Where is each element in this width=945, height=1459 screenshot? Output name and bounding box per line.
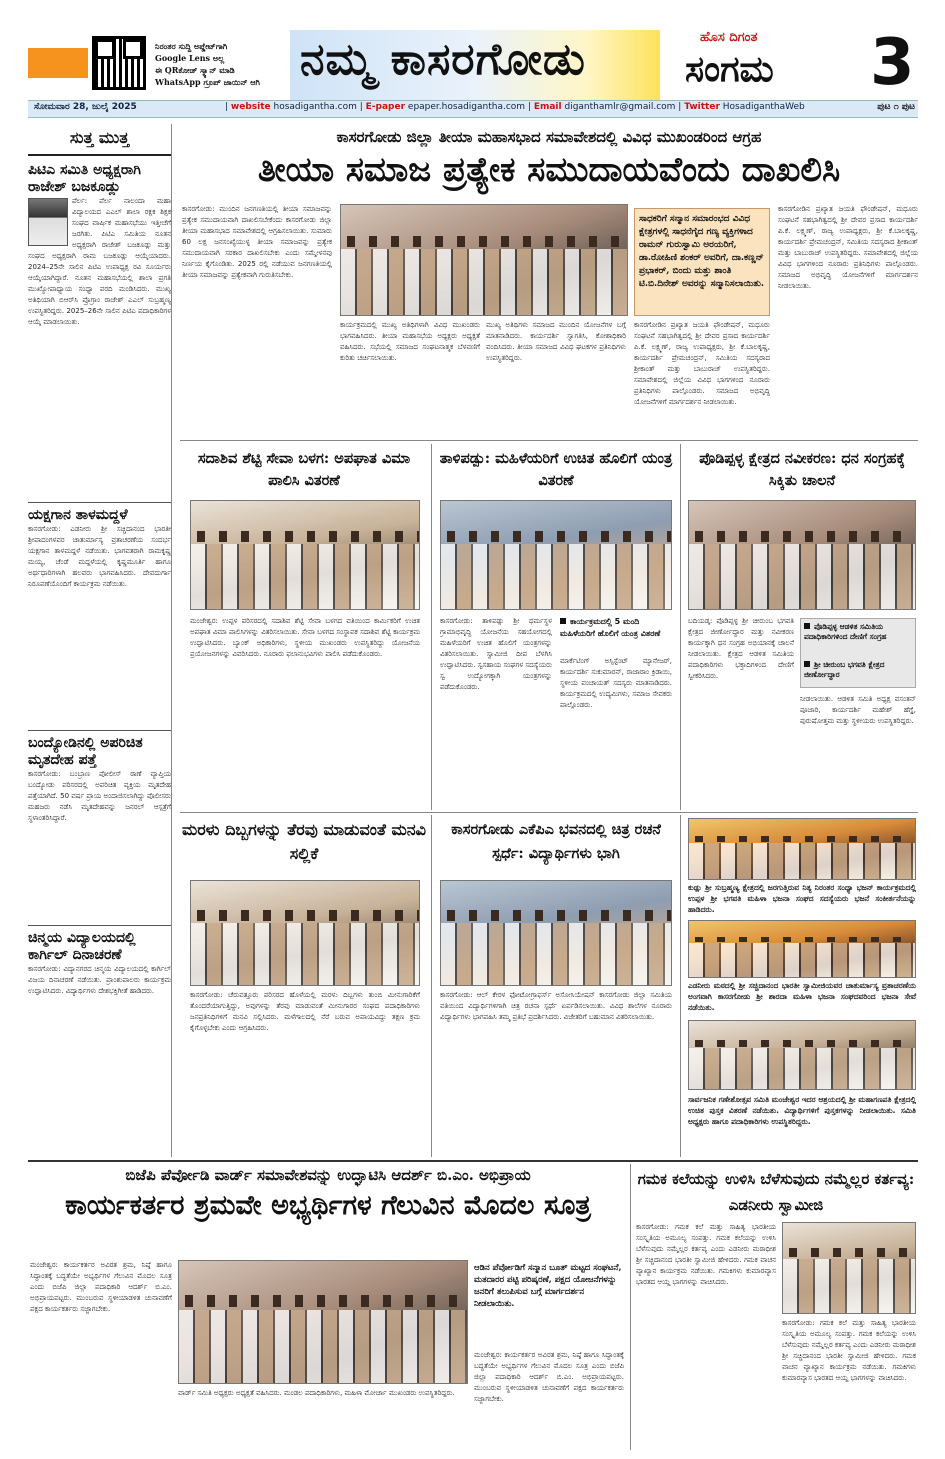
story-photo	[440, 880, 672, 986]
photo-caption: ಎಡನೀರು ಮಠದಲ್ಲಿ ಶ್ರೀ ಸಚ್ಚಿದಾನಂದ ಭಾರತೀ ಸ್ವಾಮೀಜಿಯವರ ಚಾತುರ್ಮಾಸ್ಯ ವ್ರತಾಚರಣೆಯ ಅಂಗವಾಗಿ ಕಾಸರಗೋಡು ಶ್ರೀ ಶಾರದಾ ಮಹಿಳಾ ಭಜನಾ ಸಂಘದವರಿಂದ ಭಜನಾ ಸೇವೆ ನಡೆಯಿತು.	[688, 981, 916, 1012]
story-bullet: ಶ್ರೀ ಚೀರುಂಬ ಭಗವತಿ ಕ್ಷೇತ್ರದ ಜೀರ್ಣೋದ್ಧಾರ	[804, 660, 885, 679]
story-body: ಮಂಜೇಶ್ವರ: ಉಪ್ಪಳ ಪರಿಸರದಲ್ಲಿ ಸದಾಶಿವ ಶೆಟ್ಟಿ ಸೇವಾ ಬಳಗದ ವತಿಯಿಂದ ಕಾರ್ಮಿಕರಿಗೆ ಉಚಿತ ಅಪಘಾತ ವಿಮಾ ಪಾಲಿಸಿಗಳನ್ನು ವಿತರಿಸಲಾಯಿತು. ಸೇವಾ ಬಳಗದ ಸಂಸ್ಥಾಪಕ ಸದಾಶಿವ ಶೆಟ್ಟಿ ಕಾರ್ಯಕ್ರಮ ಉದ್ಘಾಟಿಸಿದರು. ಬ್ಯಾಂಕ್ ಅಧಿಕಾರಿಗಳು, ಸ್ಥಳೀಯ ಮುಖಂಡರು ಉಪಸ್ಥಿತರಿದ್ದು ಯೋಜನೆಯ ಪ್ರಯೋಜನಗಳನ್ನು ವಿವರಿಸಿದರು. ನೂರಾರು ಫಲಾನುಭವಿಗಳು ಪಾಲಿಸಿ ಪಡೆದುಕೊಂಡರು.	[190, 617, 420, 658]
story-body: ಮಂಜೇಶ್ವರ: ಕಾರ್ಯಕರ್ತರ ಅವಿರತ ಶ್ರಮ, ನಿಷ್ಠೆ ಹಾಗೂ ಸಿದ್ಧಾಂತಕ್ಕೆ ಬದ್ಧತೆಯೇ ಅಭ್ಯರ್ಥಿಗಳ ಗೆಲುವಿನ ಮೊದಲ ಸೂತ್ರ ಎಂದು ಬಿಜೆಪಿ ಜಿಲ್ಲಾ ಪದಾಧಿಕಾರಿ ಆದರ್ಶ್ ಬಿ.ಎಂ. ಅಭಿಪ್ರಾಯಪಟ್ಟರು. ಮುಂಬರುವ ಸ್ಥಳೀಯಾಡಳಿತ ಚುನಾವಣೆಗೆ ಪಕ್ಷದ ಕಾರ್ಯಕರ್ತರು ಸಜ್ಜಾಗಬೇಕು.	[474, 1351, 624, 1403]
photo-caption: ಕುಡ್ಲು ಶ್ರೀ ಸುಬ್ರಹ್ಮಣ್ಯ ಕ್ಷೇತ್ರದಲ್ಲಿ ಜರಗುತ್ತಿರುವ ನಿತ್ಯ ನಿರಂತರ ಸಂಧ್ಯಾ ಭಜನ್ ಕಾರ್ಯಕ್ರಮದಲ್ಲಿ ಉಪ್ಪಳ ಶ್ರೀ ಭಗವತಿ ಮಹಿಳಾ ಭಜನಾ ಸಂಘದ ಸದಸ್ಯೆಯರು ಭಜನೆ ಸಂಕೀರ್ತನೆಯನ್ನು ಹಾಡಿದರು.	[688, 883, 916, 914]
story-body: ನೀಡಲಾಯಿತು. ಆಡಳಿತ ಸಮಿತಿ ಅಧ್ಯಕ್ಷ ವಸಂತನ್ ಪೂಜಾರಿ, ಕಾರ್ಯದರ್ಶಿ ಮಹೇಶ್ ಹೆಗ್ಡೆ, ಪುರುಷೋತ್ತಮ ಮತ್ತು ಸ್ಥಳೀಯರು ಉಪಸ್ಥಿತರಿದ್ದರು.	[800, 695, 916, 725]
page-label: ಪುಟ ೧ ಪುಟ	[877, 102, 915, 112]
story-body: ಕಾಸರಗೋಡು: ತಾಳಿಪಡ್ಪು ಶ್ರೀ ಧರ್ಮಸ್ಥಳ ಗ್ರಾಮಾಭಿವೃದ್ಧಿ ಯೋಜನೆಯ ಸಹಯೋಗದಲ್ಲಿ ಮಹಿಳೆಯರಿಗೆ ಉಚಿತ ಹೊಲಿಗೆ ಯಂತ್ರಗಳನ್ನು ವಿತರಿಸಲಾಯಿತು. ಸ್ವಾಮೀಜಿ ದೀಪ ಬೆಳಗಿಸಿ ಉದ್ಘಾಟಿಸಿದರು. ಸ್ವಸಹಾಯ ಸಂಘಗಳ ಸದಸ್ಯೆಯರು ಸ್ವ ಉದ್ಯೋಗಕ್ಕಾಗಿ ಯಂತ್ರಗಳನ್ನು ಪಡೆದುಕೊಂಡರು.	[440, 617, 552, 691]
divider	[180, 440, 918, 441]
story-headline[interactable]: ಯಕ್ಷಗಾನ ತಾಳಮದ್ದಳೆ	[28, 502, 171, 524]
story-body: ಪೆರ್ಲ: ಪೆರ್ಲ ನಾಲಂದಾ ಮಹಾ ವಿದ್ಯಾಲಯದ ಎಎಲ್ ಶಾಲಾ ರಕ್ಷಕ ಶಿಕ್ಷಕ ಸಂಘದ ವಾರ್ಷಿಕ ಮಹಾಸಭೆಯು ಇತ್ತೀಚೆಗೆ ಜರಗಿತು. ಪಿಟಿಎ ಸಮಿತಿಯ ನೂತನ ಅಧ್ಯಕ್ಷರಾಗಿ ರಾಜೇಶ್ ಬಜಕೂಡ್ಲು ಮತ್ತು ಸಂಘದ ಅಧ್ಯಕ್ಷರಾಗಿ ರಾಮ ಬಜಕೂಡ್ಲು ಆಯ್ಕೆಯಾದರು. 2024–25ನೇ ಸಾಲಿನ ಪಿಟಿಎ ಉಪಾಧ್ಯಕ್ಷ ರವಿ ಸೂರ್ಯರು ಆಯ್ಕೆಯಾಗಿದ್ದಾರೆ. ನೂತನ ಮಹಾಸಭೆಯಲ್ಲಿ ಶಾಲಾ ಪ್ರಗತಿ ಮುಖ್ಯೋಪಾಧ್ಯಾಯ ಸಂಧ್ಯಾ ವರದಿ ಮಂಡಿಸಿದರು. ಮುಖ್ಯ ಅತಿಥಿಯಾಗಿ ಬಿಆರ್‌ಸಿ ಪ್ರೊಗ್ರಾಂ ರಾಜೇಶ್ ಎಎಲ್ ಸುಬ್ರಹ್ಮಣ್ಯ ಉಪಸ್ಥಿತರಿದ್ದರು. 2025–26ನೇ ಸಾಲಿನ ಪಿಟಿಎ ಪದಾಧಿಕಾರಿಗಳ ಆಯ್ಕೆ ಮಾಡಲಾಯಿತು.	[28, 197, 171, 326]
divider	[680, 815, 681, 1157]
divider	[431, 815, 432, 1157]
story-headline[interactable]: ಸದಾಶಿವ ಶೆಟ್ಟಿ ಸೇವಾ ಬಳಗ: ಅಪಘಾತ ವಿಮಾ ಪಾಲಿಸಿ ವಿತರಣೆ	[197, 450, 411, 489]
contact-links: | website hosadigantha.com | E-paper epaper.hosadigantha.com | Email diganthamlr@gmail.com | Twitter HosadiganthaWeb	[225, 102, 805, 112]
lead-body: ಕಾಸರಗೋಡು: ಮುಂದಿನ ಜನಗಣತಿಯಲ್ಲಿ ತೀಯಾ ಸಮಾಜವನ್ನು ಪ್ರತ್ಯೇಕ ಸಮುದಾಯವಾಗಿ ದಾಖಲಿಸಬೇಕೆಂದು ಕಾಸರಗೋಡು ಜಿಲ್ಲಾ ತೀಯಾ ಮಹಾಸಭಾದ ಸಮಾವೇಶದಲ್ಲಿ ಆಗ್ರಹಿಸಲಾಯಿತು. ಸುಮಾರು 60 ಲಕ್ಷ ಜನಸಂಖ್ಯೆಯುಳ್ಳ ತೀಯಾ ಸಮಾಜವನ್ನು ಪ್ರತ್ಯೇಕ ಸಮುದಾಯವಾಗಿ ಸರಕಾರ ದಾಖಲಿಸಬೇಕು ಎಂದು ಸಮ್ಮೇಳನವು ನಿರ್ಣಯ ಕೈಗೊಂಡಿತು. 2025 ರಲ್ಲಿ ನಡೆಯುವ ಜನಗಣತಿಯಲ್ಲಿ ತೀಯಾ ಸಮಾಜವನ್ನು ಪ್ರತ್ಯೇಕವಾಗಿ ಗುರುತಿಸಬೇಕು.	[182, 205, 332, 279]
story-headline[interactable]: ಚಿನ್ಮಯ ವಿದ್ಯಾಲಯದಲ್ಲಿ ಕಾರ್ಗಿಲ್ ದಿನಾಚರಣೆ	[28, 925, 171, 964]
story-photo	[782, 1222, 916, 1314]
story-headline[interactable]: ಮರಳು ದಿಬ್ಬಗಳನ್ನು ತೆರವು ಮಾಡುವಂತೆ ಮನವಿ ಸಲ್ಲಿಕೆ	[182, 820, 426, 863]
lead-body: ಮುಖ್ಯ ಅತಿಥಿಗಳು ಸಮಾಜದ ಮುಂದಿನ ಯೋಜನೆಗಳ ಬಗ್ಗೆ ಮಾತನಾಡಿದರು. ಕಾರ್ಯದರ್ಶಿ ಸ್ವಾಗತಿಸಿ, ಕೋಶಾಧಿಕಾರಿ ವಂದಿಸಿದರು. ತೀಯಾ ಸಮಾಜದ ವಿವಿಧ ಘಟಕಗಳ ಪ್ರತಿನಿಧಿಗಳು ಉಪಸ್ಥಿತರಿದ್ದರು.	[486, 321, 626, 362]
story-headline[interactable]: ಬಂದ್ಯೋಡಿನಲ್ಲಿ ಅಪರಿಚಿತ ಮೃತದೇಹ ಪತ್ತೆ	[28, 730, 171, 769]
qr-code[interactable]	[92, 36, 146, 90]
masthead-accent-bar	[28, 48, 88, 78]
story-headline[interactable]: ಕಾರ್ಯಕರ್ತರ ಶ್ರಮವೇ ಅಭ್ಯರ್ಥಿಗಳ ಗೆಲುವಿನ ಮೊದಲ ಸೂತ್ರ	[65, 1190, 591, 1221]
lead-headline[interactable]: ತೀಯಾ ಸಮಾಜ ಪ್ರತ್ಯೇಕ ಸಮುದಾಯವೆಂದು ದಾಖಲಿಸಿ	[257, 150, 841, 190]
divider	[28, 1160, 918, 1162]
story-body: ಕಾಸರಗೋಡು: ಗಮಕ ಕಲೆ ಮತ್ತು ಸಾಹಿತ್ಯ ಭಾರತೀಯ ಸಂಸ್ಕೃತಿಯ ಅಮೂಲ್ಯ ಸಂಪತ್ತು. ಗಮಕ ಕಲೆಯನ್ನು ಉಳಿಸಿ ಬೆಳೆಸುವುದು ನಮ್ಮೆಲ್ಲರ ಕರ್ತವ್ಯ ಎಂದು ಎಡನೀರು ಮಠಾಧೀಶ ಶ್ರೀ ಸಚ್ಚಿದಾನಂದ ಭಾರತೀ ಸ್ವಾಮೀಜಿ ಹೇಳಿದರು. ಗಮಕ ವಾಚನ ವ್ಯಾಖ್ಯಾನ ಕಾರ್ಯಕ್ರಮ ನಡೆಯಿತು. ಗಮಕಿಗಳು ಕುಮಾರವ್ಯಾಸ ಭಾರತದ ಆಯ್ದ ಭಾಗಗಳನ್ನು ವಾಚಿಸಿದರು.	[636, 1223, 776, 1286]
lead-body: ಕಾಸರಗೋಡಿನ ಪ್ರಖ್ಯಾತ ಜಯತಿ ಫೌಂಡೇಷನ್, ಮಧೂರು ಸಂಘಟನೆ ಸಹಭಾಗಿತ್ವದಲ್ಲಿ ಶ್ರೀ ದೇವರ ಪ್ರಸಾದ ಕಾರ್ಯದರ್ಶಿ ಪಿ.ಕೆ. ಲಕ್ಷ್ಮಣ್, ರಾಜ್ಯ ಉಪಾಧ್ಯಕ್ಷರು, ಶ್ರೀ ಕೆ.ಬಾಲಕೃಷ್ಣ, ಕಾರ್ಯದರ್ಶಿ ಪ್ರೇಮಚಂದ್ರನ್, ಸಮಿತಿಯ ಸದಸ್ಯರಾದ ಶ್ರೀಕಾಂತ್ ಮತ್ತು ಬಾಬುರಾಜ್ ಉಪಸ್ಥಿತರಿದ್ದರು. ಸಮಾವೇಶದಲ್ಲಿ ಜಿಲ್ಲೆಯ ವಿವಿಧ ಭಾಗಗಳಿಂದ ನೂರಾರು ಪ್ರತಿನಿಧಿಗಳು ಪಾಲ್ಗೊಂಡರು. ಸಮಾಜದ ಅಭಿವೃದ್ಧಿ ಯೋಜನೆಗಳಿಗೆ ಮಾರ್ಗದರ್ಶನ ನೀಡಲಾಯಿತು.	[778, 205, 918, 290]
qr-caption-line: WhatsApp ಗ್ರೂಪ್ ಜಾಯಿನ್ ಆಗಿ	[155, 77, 260, 87]
story-body: ಮಂಜೇಶ್ವರ: ಕಾರ್ಯಕರ್ತರ ಅವಿರತ ಶ್ರಮ, ನಿಷ್ಠೆ ಹಾಗೂ ಸಿದ್ಧಾಂತಕ್ಕೆ ಬದ್ಧತೆಯೇ ಅಭ್ಯರ್ಥಿಗಳ ಗೆಲುವಿನ ಮೊದಲ ಸೂತ್ರ ಎಂದು ಬಿಜೆಪಿ ಜಿಲ್ಲಾ ಪದಾಧಿಕಾರಿ ಆದರ್ಶ್ ಬಿ.ಎಂ. ಅಭಿಪ್ರಾಯಪಟ್ಟರು. ಮುಂಬರುವ ಸ್ಥಳೀಯಾಡಳಿತ ಚುನಾವಣೆಗೆ ಪಕ್ಷದ ಕಾರ್ಯಕರ್ತರು ಸಜ್ಜಾಗಬೇಕು.	[30, 1261, 172, 1313]
twitter-label: Twitter	[684, 102, 720, 112]
story-headline[interactable]: ಕಾಸರಗೋಡು ಎಕೆಪಿಎ ಭವನದಲ್ಲಿ ಚಿತ್ರ ರಚನೆ ಸ್ಪರ್ಧೆ: ವಿದ್ಯಾರ್ಥಿಗಳು ಭಾಗಿ	[451, 821, 661, 862]
supplement-title: ಸಂಗಮ	[685, 48, 774, 90]
story-headline[interactable]: ಪಿಟಿಎ ಸಮಿತಿ ಅಧ್ಯಕ್ಷರಾಗಿ ರಾಜೇಶ್ ಬಜಕೂಡ್ಲು	[28, 162, 141, 195]
lead-body: ಕಾರ್ಯಕ್ರಮದಲ್ಲಿ ಮುಖ್ಯ ಅತಿಥಿಗಳಾಗಿ ವಿವಿಧ ಮುಖಂಡರು ಭಾಗವಹಿಸಿದರು. ತೀಯಾ ಮಹಾಸಭೆಯ ಅಧ್ಯಕ್ಷರು ಅಧ್ಯಕ್ಷತೆ ವಹಿಸಿದರು. ಸಭೆಯಲ್ಲಿ ಸಮಾಜದ ಸಂಘಟನಾತ್ಮಕ ಬೆಳವಣಿಗೆ ಕುರಿತು ಚರ್ಚಿಸಲಾಯಿತು.	[340, 321, 480, 362]
story-body: ಬದಿಯಡ್ಕ: ಪೊಡಿಪ್ಪಳ್ಳ ಶ್ರೀ ಚೀರುಂಬ ಭಗವತಿ ಕ್ಷೇತ್ರದ ಜೀರ್ಣೋದ್ಧಾರ ಮತ್ತು ನವೀಕರಣ ಕಾರ್ಯಕ್ಕಾಗಿ ಧನ ಸಂಗ್ರಹ ಅಭಿಯಾನಕ್ಕೆ ಚಾಲನೆ ನೀಡಲಾಯಿತು. ಕ್ಷೇತ್ರದ ಆಡಳಿತ ಸಮಿತಿಯ ಪದಾಧಿಕಾರಿಗಳು ಭಕ್ತಾದಿಗಳಿಂದ ದೇಣಿಗೆ ಸ್ವೀಕರಿಸಿದರು.	[688, 617, 794, 680]
epaper-label: E-paper	[365, 102, 406, 112]
story-body: ಕಾಸರಗೋಡು: ಚೆರುವತ್ತೂರು ಪರಿಸರದ ಹೊಳೆಯಲ್ಲಿ ಮರಳು ದಿಬ್ಬಗಳು ತುಂಬಿ ಮೀನುಗಾರಿಕೆಗೆ ತೊಂದರೆಯಾಗುತ್ತಿದ್ದು, ಅವುಗಳನ್ನು ತೆರವು ಮಾಡುವಂತೆ ಮೀನುಗಾರರ ಸಂಘದ ಪದಾಧಿಕಾರಿಗಳು ಜನಪ್ರತಿನಿಧಿಗಳಿಗೆ ಮನವಿ ಸಲ್ಲಿಸಿದರು. ಮಳೆಗಾಲದಲ್ಲಿ ನೆರೆ ಬರುವ ಅಪಾಯವಿದ್ದು ತಕ್ಷಣ ಕ್ರಮ ಕೈಗೊಳ್ಳಬೇಕು ಎಂದು ಆಗ್ರಹಿಸಿದರು.	[190, 991, 420, 1032]
divider	[630, 1164, 631, 1450]
divider	[431, 444, 432, 810]
qr-caption-line: ನಿರಂತರ ಸುದ್ದಿ ಅಪ್ಡೇಟ್‌ಗಾಗಿ	[155, 41, 228, 51]
story-photo	[688, 500, 916, 610]
story-bullet: ಪೊಡಿಪ್ಪಳ್ಳ ಆಡಳಿತ ಸಮಿತಿಯ ಪದಾಧಿಕಾರಿಗಳಿಂದ ದೇಣಿಗೆ ಸಂಗ್ರಹ	[804, 622, 887, 641]
highlight-box: ಆಡಿನ ಪೆರ್ವೋಡಿಗೆ ಸನ್ಮಾನ ಬೂತ್ ಮಟ್ಟದ ಸಂಘಟನೆ, ಮತದಾರರ ಪಟ್ಟಿ ಪರಿಷ್ಕರಣೆ, ಪಕ್ಷದ ಯೋಜನೆಗಳನ್ನು ಜನರಿಗೆ ತಲುಪಿಸುವ ಬಗ್ಗೆ ಮಾರ್ಗದರ್ಶನ ನೀಡಲಾಯಿತು.	[474, 1263, 622, 1309]
masthead	[0, 0, 945, 100]
qr-caption-line: ಈ QRಕೋಡ್ ಸ್ಕ್ಯಾನ್ ಮಾಡಿ	[155, 65, 235, 75]
story-body: ವಾರ್ಡ್ ಸಮಿತಿ ಅಧ್ಯಕ್ಷರು ಅಧ್ಯಕ್ಷತೆ ವಹಿಸಿದರು. ಮಂಡಲ ಪದಾಧಿಕಾರಿಗಳು, ಮಹಿಳಾ ಮೋರ್ಚಾ ಮುಖಂಡರು ಉಪಸ್ಥಿತರಿದ್ದರು.	[178, 1389, 455, 1397]
bhajan-photo	[688, 818, 916, 880]
section-title: ಸುತ್ತ ಮುತ್ತ	[28, 128, 171, 156]
email-label: Email	[533, 102, 562, 112]
story-body: ಕಾಸರಗೋಡು: ಬಂಬ್ರಾಣ ಪೋಲೀಸ್ ಠಾಣೆ ವ್ಯಾಪ್ತಿಯ ಬಂದ್ಯೋಡು ಪರಿಸರದಲ್ಲಿ ಅಪರಿಚಿತ ವ್ಯಕ್ತಿಯ ಮೃತದೇಹ ಪತ್ತೆಯಾಗಿದೆ. 50 ವರ್ಷ ಪ್ರಾಯ ಅಂದಾಜಿಸಲಾಗಿದ್ದು ಪೊಲೀಸರು ಮಹಜರು ನಡೆಸಿ ಮೃತದೇಹವನ್ನು ಜನರಲ್ ಆಸ್ಪತ್ರೆಗೆ ಸ್ಥಳಾಂತರಿಸಿದ್ದಾರೆ.	[28, 770, 171, 822]
story-body: ಕಾಸರಗೋಡು: ಆಲ್ ಕೇರಳ ಫೋಟೋಗ್ರಾಫರ್ಸ್ ಅಸೋಸಿಯೇಷನ್ ಕಾಸರಗೋಡು ಜಿಲ್ಲಾ ಸಮಿತಿಯ ವತಿಯಿಂದ ವಿದ್ಯಾರ್ಥಿಗಳಿಗಾಗಿ ಚಿತ್ರ ರಚನಾ ಸ್ಪರ್ಧೆ ಏರ್ಪಡಿಸಲಾಯಿತು. ವಿವಿಧ ಶಾಲೆಗಳ ನೂರಾರು ವಿದ್ಯಾರ್ಥಿಗಳು ಭಾಗವಹಿಸಿ ತಮ್ಮ ಪ್ರತಿಭೆ ಪ್ರದರ್ಶಿಸಿದರು. ವಿಜೇತರಿಗೆ ಬಹುಮಾನ ವಿತರಿಸಲಾಯಿತು.	[440, 991, 672, 1021]
lead-photo	[340, 204, 628, 316]
divider	[680, 444, 681, 810]
lead-body: ಕಾಸರಗೋಡಿನ ಪ್ರಖ್ಯಾತ ಜಯತಿ ಫೌಂಡೇಷನ್, ಮಧೂರು ಸಂಘಟನೆ ಸಹಭಾಗಿತ್ವದಲ್ಲಿ ಶ್ರೀ ದೇವರ ಪ್ರಸಾದ ಕಾರ್ಯದರ್ಶಿ ಪಿ.ಕೆ. ಲಕ್ಷ್ಮಣ್, ರಾಜ್ಯ ಉಪಾಧ್ಯಕ್ಷರು, ಶ್ರೀ ಕೆ.ಬಾಲಕೃಷ್ಣ, ಕಾರ್ಯದರ್ಶಿ ಪ್ರೇಮಚಂದ್ರನ್, ಸಮಿತಿಯ ಸದಸ್ಯರಾದ ಶ್ರೀಕಾಂತ್ ಮತ್ತು ಬಾಬುರಾಜ್ ಉಪಸ್ಥಿತರಿದ್ದರು. ಸಮಾವೇಶದಲ್ಲಿ ಜಿಲ್ಲೆಯ ವಿವಿಧ ಭಾಗಗಳಿಂದ ನೂರಾರು ಪ್ರತಿನಿಧಿಗಳು ಪಾಲ್ಗೊಂಡರು. ಸಮಾಜದ ಅಭಿವೃದ್ಧಿ ಯೋಜನೆಗಳಿಗೆ ಮಾರ್ಗದರ್ಶನ ನೀಡಲಾಯಿತು.	[634, 321, 770, 406]
issue-date: ಸೋಮವಾರ 28, ಜುಲೈ 2025	[34, 102, 137, 112]
story-body: ಮಾರ್ಕೆಟಿಂಗ್ ಅಸ್ಸಿಸ್ಟೆಂಟ್ ಮ್ಯಾನೇಜರ್, ಕಾರ್ಯದರ್ಶಿ ಸುಕುಮಾರನ್, ರಾಜಾರಾಂ ಕ್ರಿಡಾಯಿ, ಸ್ಥಳೀಯ ಪಂಚಾಯತ್ ಸದಸ್ಯರು ಮಾತನಾಡಿದರು. ಕಾರ್ಯಕ್ರಮದಲ್ಲಿ ಉದ್ಯಮಿಗಳು, ಸಮಾಜ ಸೇವಕರು ಪಾಲ್ಗೊಂಡರು.	[560, 657, 672, 709]
book-distribution-photo	[688, 1020, 916, 1090]
portrait-photo	[28, 198, 68, 246]
qr-caption	[155, 40, 285, 88]
story-bullet: ಕಾರ್ಯಕ್ರಮದಲ್ಲಿ 5 ಮಂದಿ ಮಹಿಳೆಯರಿಗೆ ಹೊಲಿಗೆ ಯಂತ್ರ ವಿತರಣೆ	[560, 617, 661, 638]
brand-logo: ಹೊಸ ದಿಗಂತ	[700, 30, 758, 45]
lead-kicker: ಕಾಸರಗೋಡು ಜಿಲ್ಲಾ ತೀಯಾ ಮಹಾಸಭಾದ ಸಮಾವೇಶದಲ್ಲಿ ವಿವಿಧ ಮುಖಂಡರಿಂದ ಆಗ್ರಹ	[336, 128, 762, 146]
page-number: 3	[870, 26, 915, 100]
story-body: ಕಾಸರಗೋಡು: ವಿದ್ಯಾನಗರದ ಚಿನ್ಮಯ ವಿದ್ಯಾಲಯದಲ್ಲಿ ಕಾರ್ಗಿಲ್ ವಿಜಯ ದಿನಾಚರಣೆ ನಡೆಯಿತು. ಪ್ರಾಂಶುಪಾಲರು ಕಾರ್ಯಕ್ರಮ ಉದ್ಘಾಟಿಸಿದರು. ವಿದ್ಯಾರ್ಥಿಗಳು ದೇಶಭಕ್ತಿಗೀತೆ ಹಾಡಿದರು.	[28, 965, 171, 995]
story-photo	[178, 1260, 468, 1384]
story-photo	[190, 500, 420, 610]
bhajan-photo	[688, 920, 916, 978]
story-headline[interactable]: ತಾಳಿಪಡ್ಪು: ಮಹಿಳೆಯರಿಗೆ ಉಚಿತ ಹೊಲಿಗೆ ಯಂತ್ರ ವಿತರಣೆ	[439, 450, 673, 489]
left-column	[28, 124, 172, 1157]
qr-caption-line: Google Lens ಅಲ್ಲ	[155, 53, 225, 63]
website-label: website	[230, 102, 271, 112]
story-photo	[190, 880, 420, 986]
twitter-link[interactable]: HosadiganthaWeb	[722, 102, 805, 112]
story-body: ಕಾಸರಗೋಡು: ಗಮಕ ಕಲೆ ಮತ್ತು ಸಾಹಿತ್ಯ ಭಾರತೀಯ ಸಂಸ್ಕೃತಿಯ ಅಮೂಲ್ಯ ಸಂಪತ್ತು. ಗಮಕ ಕಲೆಯನ್ನು ಉಳಿಸಿ ಬೆಳೆಸುವುದು ನಮ್ಮೆಲ್ಲರ ಕರ್ತವ್ಯ ಎಂದು ಎಡನೀರು ಮಠಾಧೀಶ ಶ್ರೀ ಸಚ್ಚಿದಾನಂದ ಭಾರತೀ ಸ್ವಾಮೀಜಿ ಹೇಳಿದರು. ಗಮಕ ವಾಚನ ವ್ಯಾಖ್ಯಾನ ಕಾರ್ಯಕ್ರಮ ನಡೆಯಿತು. ಗಮಕಿಗಳು ಕುಮಾರವ್ಯಾಸ ಭಾರತದ ಆಯ್ದ ಭಾಗಗಳನ್ನು ವಾಚಿಸಿದರು.	[782, 1319, 916, 1382]
story-photo	[440, 500, 672, 610]
story-kicker: ಬಿಜೆಪಿ ಪೆರ್ವೋಡಿ ವಾರ್ಡ್ ಸಮಾವೇಶವನ್ನು ಉದ್ಘಾಟಿಸಿ ಆದರ್ಶ್ ಬಿ.ಎಂ. ಅಭಿಪ್ರಾಯ	[125, 1166, 531, 1184]
epaper-link[interactable]: epaper.hosadigantha.com	[407, 102, 526, 112]
story-body: ಕಾಸರಗೋಡು: ಎಡನೀರು ಶ್ರೀ ಸಚ್ಚಿದಾನಂದ ಭಾರತೀ ಶ್ರೀಪಾದಂಗಳವರ ಚಾತುರ್ಮಾಸ್ಯ ವ್ರತಾಚರಣೆಯ ಸಂದರ್ಭ ಯಕ್ಷಗಾನ ತಾಳಮದ್ದಳೆ ನಡೆಯಿತು. ಭಾಗವತರಾಗಿ ರಾಮಕೃಷ್ಣ ಮಯ್ಯ, ಚೆಂಡೆ ಮದ್ದಳೆಯಲ್ಲಿ ಕೃಷ್ಣಮೂರ್ತಿ ಹಾಗೂ ಅರ್ಥಧಾರಿಗಳಾಗಿ ಹಲವರು ಭಾಗವಹಿಸಿದರು. ದೇವದುರ್ಗಾ ನಿರೂಪಣೆಯೊಂದಿಗೆ ಕಾರ್ಯಕ್ರಮ ನಡೆಯಿತು.	[28, 525, 171, 588]
website-link[interactable]: hosadigantha.com	[273, 102, 357, 112]
email-link[interactable]: diganthamlr@gmail.com	[564, 102, 676, 112]
story-headline[interactable]: ಗಮಕ ಕಲೆಯನ್ನು ಉಳಿಸಿ ಬೆಳೆಸುವುದು ನಮ್ಮೆಲ್ಲರ ಕರ್ತವ್ಯ: ಎಡನೀರು ಸ್ವಾಮೀಜಿ	[637, 1170, 915, 1214]
highlight-box: ಸಾಧಕರಿಗೆ ಸನ್ಮಾನ ಸಮಾರಂಭದ ವಿವಿಧ ಕ್ಷೇತ್ರಗಳಲ್ಲಿ ಸಾಧನೆಗೈದ ಗಣ್ಯ ವ್ಯಕ್ತಿಗಳಾದ ರಾಮನ್ ಗುರುಸ್ವಾಮಿ ಅರಯರಿಗೆ, ಡಾ.ರೋಹಿಣಿ ಶಂಕರ್ ಅವರಿಗೆ, ದಾ.ಕಣ್ಣನ್ ಪ್ರಭಾಕರ್, ಬಿಂದು ಮತ್ತು ಶಾಂತಿ ಟಿ.ಬಿ.ದಿನೇಶ್ ಅವರನ್ನು ಸನ್ಮಾನಿಸಲಾಯಿತು.	[634, 208, 770, 316]
page-title: ನಮ್ಮ ಕಾಸರಗೋಡು	[300, 34, 586, 85]
story-headline[interactable]: ಪೊಡಿಪ್ಪಳ್ಳ ಕ್ಷೇತ್ರದ ನವೀಕರಣ: ಧನ ಸಂಗ್ರಹಕ್ಕೆ ಸಿಕ್ಕಿತು ಚಾಲನೆ	[699, 450, 905, 489]
divider	[180, 812, 918, 813]
photo-caption: ಸಾರ್ವಜನಿಕ ಗಣೇಶೋತ್ಸವ ಸಮಿತಿ ಮಂಜೇಶ್ವರ ಇದರ ಆಶ್ರಯದಲ್ಲಿ ಶ್ರೀ ಮಹಾಗಣಪತಿ ಕ್ಷೇತ್ರದಲ್ಲಿ ಉಚಿತ ಪುಸ್ತಕ ವಿತರಣೆ ನಡೆಯಿತು. ವಿದ್ಯಾರ್ಥಿಗಳಿಗೆ ಪುಸ್ತಕಗಳನ್ನು ನೀಡಲಾಯಿತು. ಸಮಿತಿ ಅಧ್ಯಕ್ಷರು ಹಾಗೂ ಪದಾಧಿಕಾರಿಗಳು ಉಪಸ್ಥಿತರಿದ್ದರು.	[688, 1095, 916, 1126]
